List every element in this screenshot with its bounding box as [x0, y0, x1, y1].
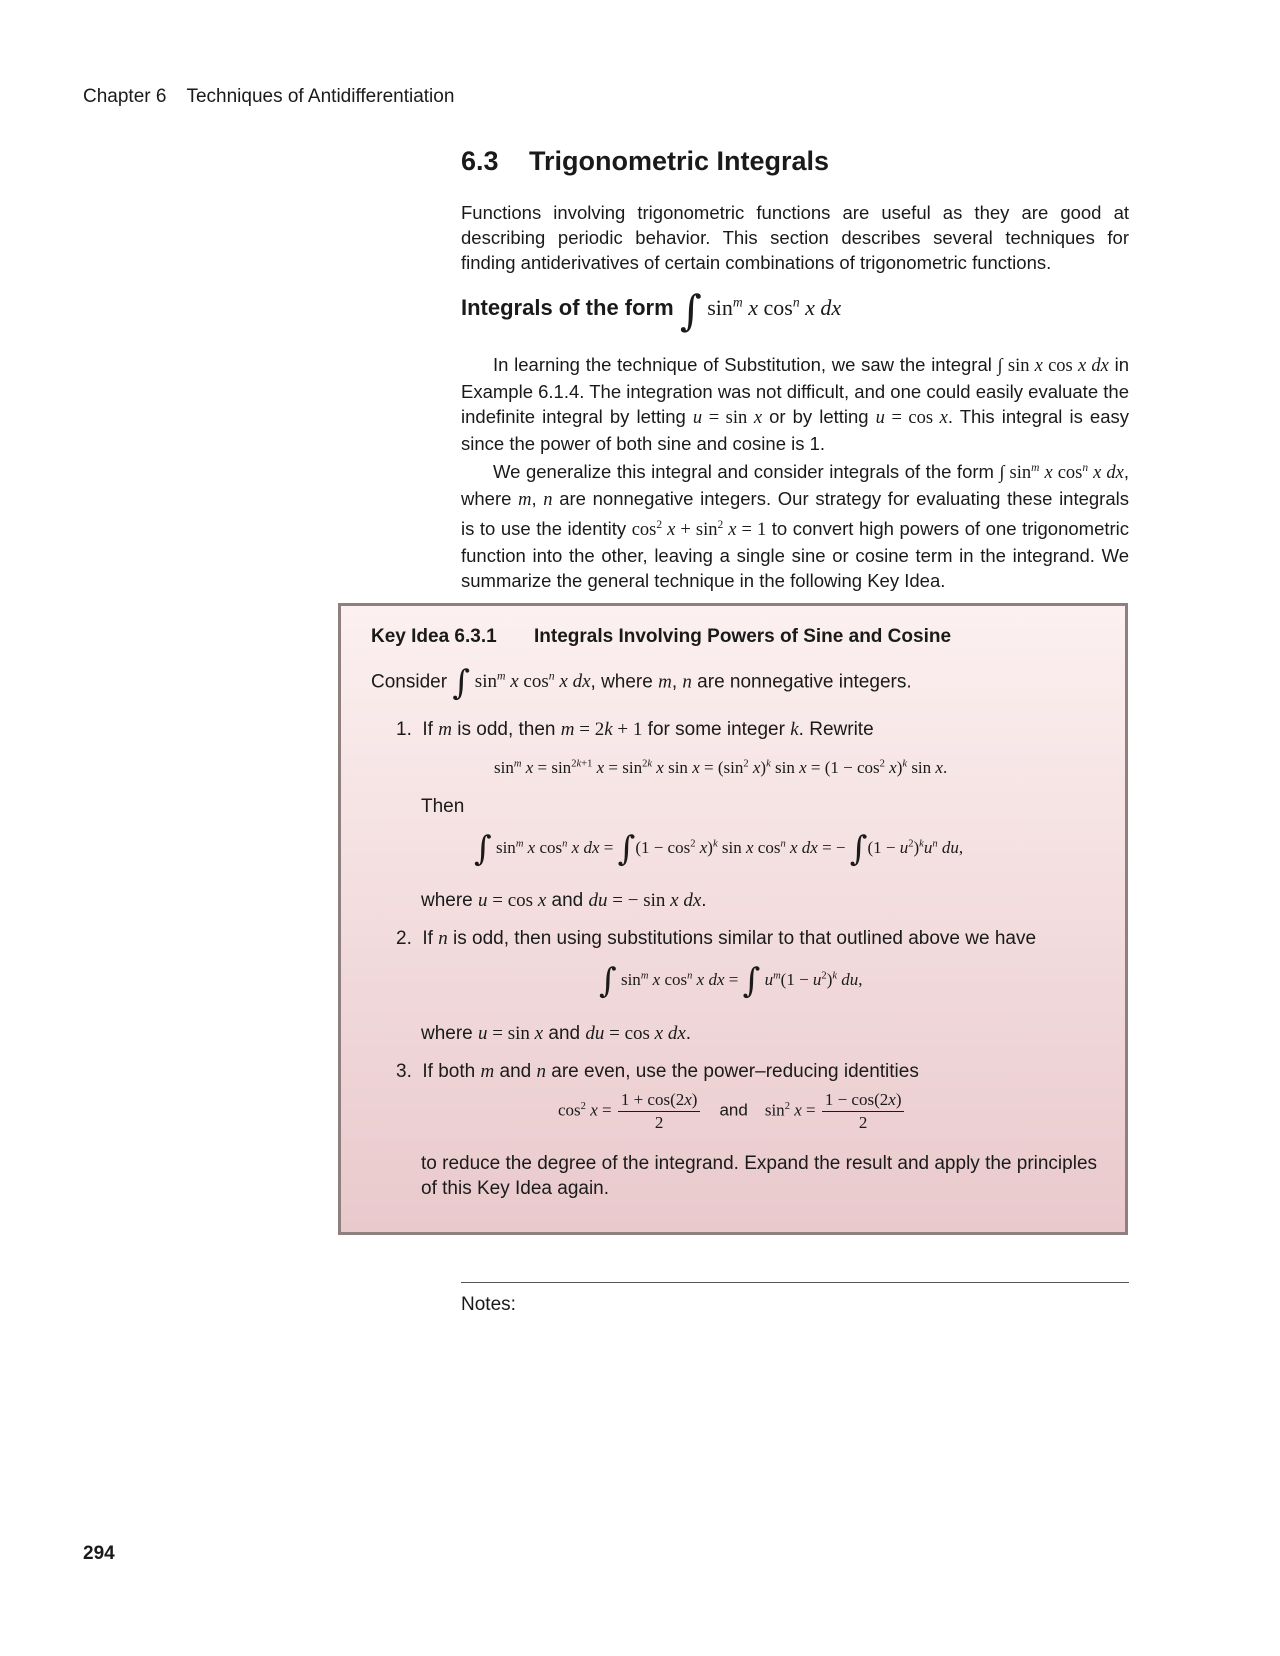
chapter-label: Chapter 6 — [83, 86, 167, 107]
key-idea-label: Key Idea 6.3.1 — [371, 626, 497, 647]
subsection-title — [461, 286, 842, 335]
case-1-text: 1. If m is odd, then m = 2k + 1 for some integer k. Rewrite — [396, 719, 874, 740]
case-1-where: where u = cos x and du = − sin x dx. — [421, 890, 707, 911]
subsection-title-text: Integrals of the form — [461, 295, 674, 320]
intro-paragraph: Functions involving trigonometric functions are useful as they are good at describing periodic behavior. This section describes several techniques for finding antiderivatives of certain combinations of trigonometric functions. — [461, 202, 1129, 273]
body-text — [461, 352, 1129, 593]
paragraph-substitution: In learning the technique of Substitution, we saw the integral ∫ sin x cos x dx in Example 6.1.4. The integration was not difficult, and one could easily evaluate the indefinite integral by letting u = sin x or by letting u = cos x. This integral is easy since the power of both sine and cosine is 1. — [461, 354, 1129, 454]
key-idea-box — [338, 603, 1128, 1235]
page-number: 294 — [83, 1543, 115, 1564]
section-title-text: Trigonometric Integrals — [529, 146, 830, 176]
case-2-text: 2. If n is odd, then using substitutions similar to that outlined above we have — [396, 928, 1037, 949]
notes-label: Notes: — [461, 1294, 516, 1315]
section-title — [461, 146, 829, 177]
key-idea-consider: Consider ∫ $\sin^m x$ $\cos^n x$ dx, where m, n are nonnegative integers. — [371, 663, 912, 704]
case-2-integral: ∫ $\sin^m x$ $\cos^n x$ dx = ∫ $u^m(1 - u^2)^k$ du, — [599, 961, 863, 1001]
section-number: 6.3 — [461, 146, 499, 176]
chapter-title: Techniques of Antidifferentiation — [186, 86, 455, 107]
then-label: Then — [421, 796, 465, 817]
case-1-rewrite: $\sin^m x = \sin^{2k+1} x = \sin^{2k} x$ $\sin x = (\sin^2$ x)$^k$ $\sin x = (1 - \cos^2 x)^k$ sin x. — [494, 758, 948, 777]
running-header — [83, 86, 454, 108]
subsection-formula: ∫ $\sin^m x$ $\cos^n x$ dx — [679, 286, 842, 335]
case-3-followup: to reduce the degree of the integrand. Expand the result and apply the principles of this Key Idea again. — [421, 1153, 1098, 1199]
case-1-integral: ∫ $\sin^m x$ $\cos^n x$ dx = $\int(1 - \cos^2 x)^k$ sin x $\cos^n x$ dx = − $\int(1 - u^2)^ku^n$ du, — [474, 829, 964, 869]
power-reducing-identities: $\cos^2 x$ = $\frac{1 + \cos(2x)}{2}$ and $\sin^2 x$ = $\frac{1 - \cos(2x)}{2}$ — [558, 1089, 906, 1134]
paragraph-generalize: We generalize this integral and consider integrals of the form ∫ $\sin^m x$ $\cos^n x$ dx, where m, n are nonnegative integers. Our strategy for evaluating these integrals is to use the identity $\cos^2 x + \sin^2 x = 1$ to convert high powers of one trigonometric function into the other, leaving a single sine or cosine term in the integrand. We summarize the general technique in the following Key Idea. — [461, 461, 1130, 592]
case-3-text: 3. If both m and n are even, use the power–reducing identities — [396, 1061, 919, 1082]
key-idea-title — [371, 626, 951, 648]
key-idea-heading: Integrals Involving Powers of Sine and Cosine — [534, 626, 952, 647]
notes-divider — [461, 1282, 1129, 1283]
case-2-where: where u = sin x and du = cos x dx. — [421, 1023, 692, 1044]
